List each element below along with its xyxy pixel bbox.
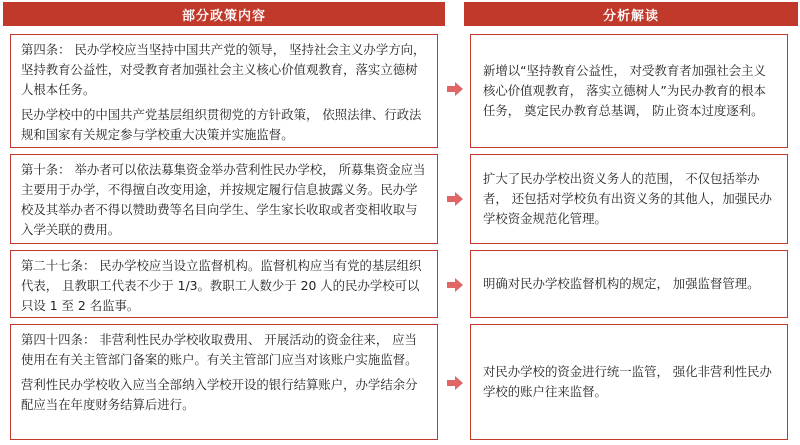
policy-text: 第四条： 民办学校应当坚持中国共产党的领导， 坚持社会主义办学方向，坚持教育公益性，对受教育者加强社会主义核心价值观教育，落实立德树人根本任务。 <box>21 42 426 97</box>
policy-box-article-27 <box>10 250 438 318</box>
analysis-box-4 <box>470 324 788 440</box>
policy-box-article-4 <box>10 34 438 148</box>
policy-box-article-10 <box>10 154 438 244</box>
analysis-text: 新增以“坚持教育公益性， 对受教育者加强社会主义核心价值观教育， 落实立德树人”为民办教育的根本任务， 奠定民办教育总基调， 防止资本过度逐利。 <box>483 63 766 118</box>
analysis-box-3 <box>470 250 788 318</box>
analysis-box-1 <box>470 34 788 148</box>
policy-text: 民办学校中的中国共产党基层组织贯彻党的方针政策， 依照法律、行政法规和国家有关规定参与学校重大决策并实施监督。 <box>21 107 422 142</box>
policy-box-article-44 <box>10 324 438 440</box>
analysis-text: 对民办学校的资金进行统一监管， 强化非营利性民办学校的账户往来监督。 <box>483 364 772 399</box>
analysis-text: 明确对民办学校监督机构的规定， 加强监督管理。 <box>483 276 760 291</box>
header-analysis <box>464 2 798 26</box>
header-analysis-label: 分析解读 <box>602 8 659 24</box>
policy-text: 第十条： 举办者可以依法募集资金举办营利性民办学校， 所募集资金应当主要用于办学，不得擅自改变用途，并按规定履行信息披露义务。民办学校及其举办者不得以赞助费等名目向学生、学生家长收取或者变相收取与入学关联的费用。 <box>21 162 426 237</box>
policy-text: 第四十四条： 非营利性民办学校收取费用、 开展活动的资金往来， 应当使用在有关主管部门备案的账户。有关主管部门应当对该账户实施监督。 <box>21 332 418 367</box>
analysis-box-2 <box>470 154 788 244</box>
header-policy-content <box>3 2 445 26</box>
arrow-right-icon <box>447 278 463 292</box>
arrow-right-icon <box>447 82 463 96</box>
arrow-right-icon <box>447 376 463 390</box>
header-policy-content-label: 部分政策内容 <box>181 8 266 24</box>
analysis-text: 扩大了民办学校出资义务人的范围， 不仅包括举办者， 还包括对学校负有出资义务的其他人，加强民办学校资金规范化管理。 <box>483 171 772 226</box>
arrow-right-icon <box>447 192 463 206</box>
policy-text: 第二十七条： 民办学校应当设立监督机构。监督机构应当有党的基层组织代表， 且教职工代表不少于 1/3。教职工人数少于 20 人的民办学校可以只设 1 至 2 名监事。 <box>21 258 422 313</box>
policy-text: 营利性民办学校收入应当全部纳入学校开设的银行结算账户，办学结余分配应当在年度财务结算后进行。 <box>21 377 418 412</box>
